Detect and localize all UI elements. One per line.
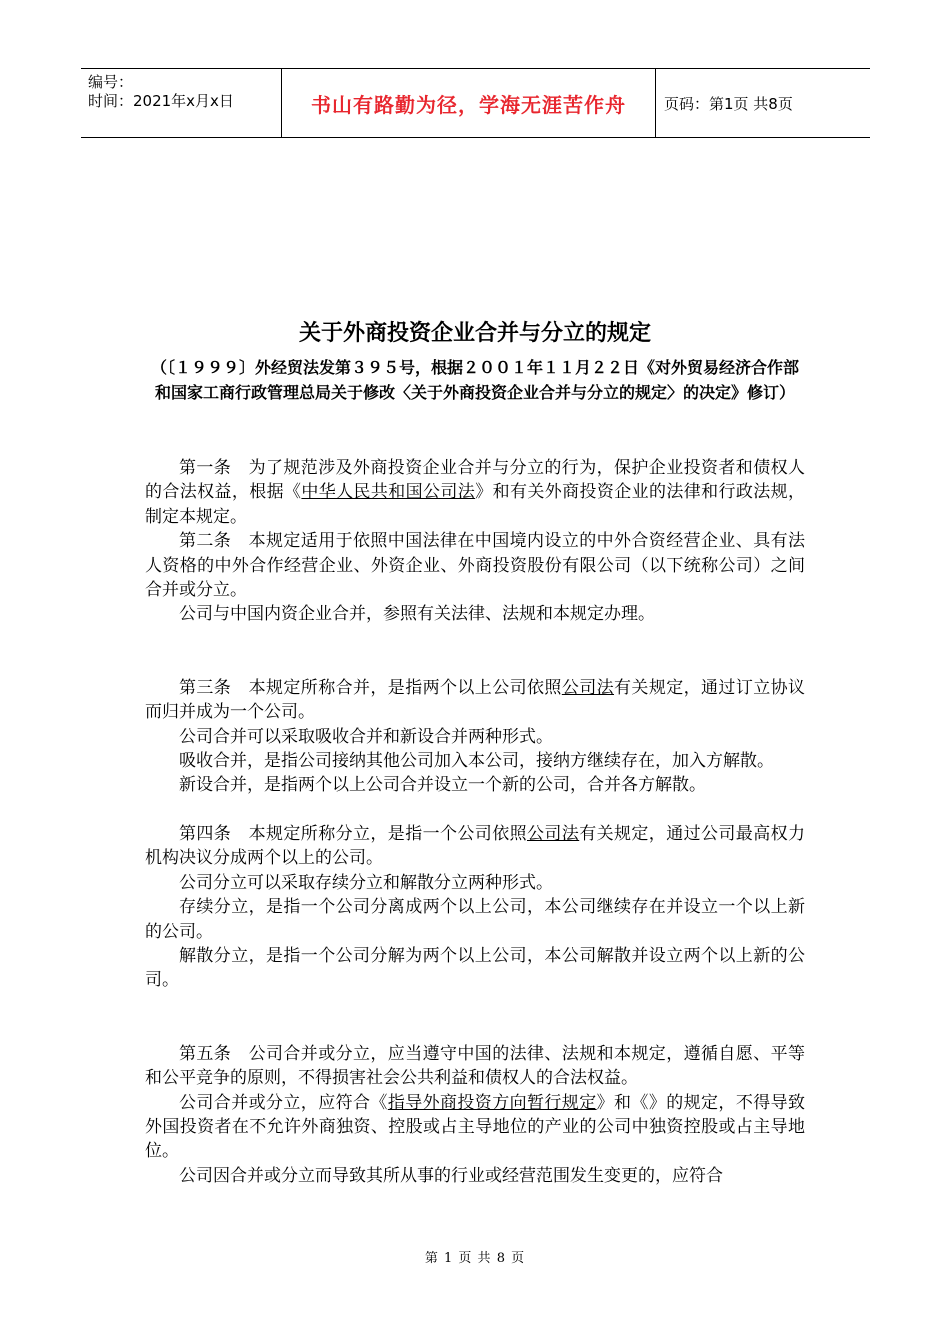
header-left-cell [81,69,281,137]
header-right-cell [656,69,870,137]
document-subtitle: （〔１９９９〕外经贸法发第３９５号，根据２００１年１１月２２日《对外贸易经济合作部和国家工商行政管理总局关于修改〈关于外商投资企业合并与分立的规定〉的决定》修订） [150,358,799,402]
article-3-text-a: 第三条 本规定所称合并，是指两个以上公司依照 [179,677,562,698]
page-footer: 第 1 页 共 8 页 [424,1251,526,1266]
company-law-link[interactable]: 中华人民共和国公司法 [301,482,476,503]
header-table [81,68,870,138]
article-4-paragraph-2: 公司分立可以采取存续分立和解散分立两种形式。 [179,872,553,893]
paragraph-gap [145,993,805,1042]
time-label: 时间：2021年x月x日 [88,92,234,110]
article-3-paragraph-2: 公司合并可以采取吸收合并和新设合并两种形式。 [179,726,553,747]
header-middle-cell [281,69,656,137]
document-title: 关于外商投资企业合并与分立的规定 [298,321,651,346]
article-4-paragraph-4: 解散分立，是指一个公司分解为两个以上公司，本公司解散并设立两个以上新的公司。 [145,945,805,991]
article-3 [145,676,805,725]
investment-direction-link[interactable]: 指导外商投资方向暂行规定 [387,1092,597,1113]
document-body [145,456,805,1188]
article-5: 第五条 公司合并或分立，应当遵守中国的法律、法规和本规定，遵循自愿、平等和公平竞争的原则，不得损害社会公共利益和债权人的合法权益。 [145,1043,805,1089]
article-2: 第二条 本规定适用于依照中国法律在中国境内设立的中外合资经营企业、具有法人资格的中外合作经营企业、外资企业、外商投资股份有限公司（以下统称公司）之间合并或分立。 [145,531,805,601]
article-3-paragraph-4: 新设合并，是指两个以上公司合并设立一个新的公司，合并各方解散。 [179,775,706,796]
article-5-paragraph-2 [145,1091,805,1164]
article-5-text-a: 公司合并或分立，应符合《 [179,1092,388,1113]
article-4-paragraph-3: 存续分立，是指一个公司分离成两个以上公司，本公司继续存在并设立一个以上新的公司。 [145,897,805,942]
article-4-text-a: 第四条 本规定所称分立，是指一个公司依照 [179,823,527,844]
article-4 [145,822,805,871]
article-1 [145,456,805,529]
article-3-paragraph-3: 吸收合并，是指公司接纳其他公司加入本公司，接纳方继续存在，加入方解散。 [179,751,774,772]
article-5-paragraph-3: 公司因合并或分立而导致其所从事的行业或经营范围发生变更的，应符合 [179,1165,723,1186]
page-code: 页码：第1页 共8页 [664,94,793,113]
paragraph-gap [145,627,805,676]
article-2-paragraph-2: 公司与中国内资企业合并，参照有关法律、法规和本规定办理。 [179,604,655,625]
paragraph-gap [145,798,805,822]
company-law-link[interactable]: 公司法 [527,823,580,844]
article-1-text-a: 第一条 为了规范涉及外商投资企业合并与分立的行为，保护企业投资者和债权人的合法权益，根据《 [145,458,805,503]
article-1-text-b: 》和有关外商投资企业的法律和行政法规，制定本规定。 [145,482,806,527]
article-4-text-b: 有关规定，通过公司最高权力机构决议分成两个以上的公司。 [145,823,806,869]
company-law-link[interactable]: 公司法 [561,677,615,698]
article-5-text-b: 》和《》的规定，不得导致外国投资者在不允许外商独资、控股或占主导地位的产业的公司中独资控股或占主导地位。 [145,1092,806,1162]
number-label: 编号： [88,73,134,91]
header-motto: 书山有路勤为径，学海无涯苦作舟 [311,92,626,117]
article-3-text-b: 有关规定，通过订立协议而归并成为一个公司。 [145,677,806,723]
